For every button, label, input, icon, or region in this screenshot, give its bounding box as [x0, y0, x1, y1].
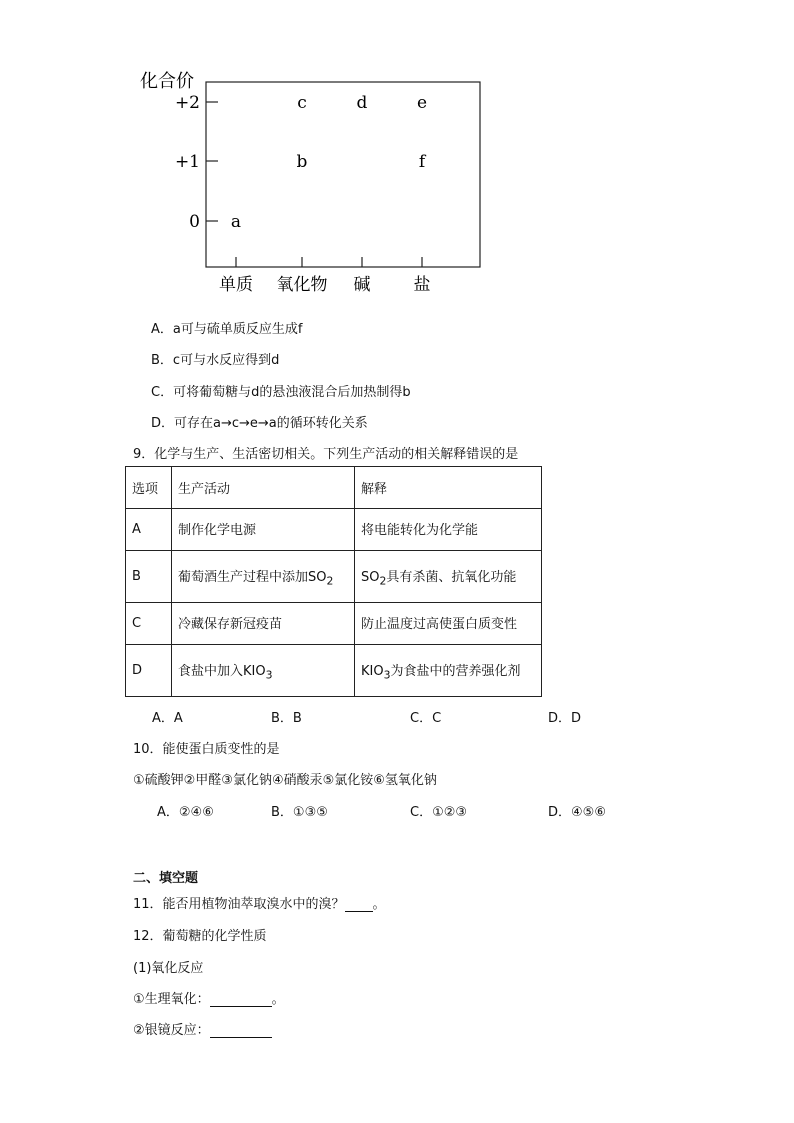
row-explain: $KIO_3$为食盐中的营养强化剂	[355, 645, 542, 697]
x-tick-label: 氧化物	[276, 275, 328, 295]
q8-option-a: A．a可与硫单质反应生成f	[151, 322, 303, 337]
row-activity: 冷藏保存新冠疫苗	[172, 603, 355, 645]
row-activity: 葡萄酒生产过程中添加$SO_2$	[172, 551, 355, 603]
header-explain: 解释	[355, 467, 542, 509]
header-option: 选项	[126, 467, 172, 509]
point-label-d: d	[356, 93, 368, 113]
chart-points	[231, 93, 427, 232]
y-tick-label: +1	[174, 152, 200, 172]
q10-answer-a: A．②④⑥	[157, 805, 214, 820]
q10-items: ①硫酸钾②甲醛③氯化钠④硝酸汞⑤氯化铵⑥氢氧化钠	[133, 773, 437, 788]
q10-answer-b: B．①③⑤	[271, 805, 328, 820]
q12-sub1: (1)氧化反应	[133, 961, 204, 976]
row-option: C	[126, 603, 172, 645]
row-explain: 防止温度过高使蛋白质变性	[355, 603, 542, 645]
chart-ticks	[175, 93, 431, 295]
q9-table	[125, 466, 542, 697]
row-explain: $SO_2$具有杀菌、抗氧化功能	[355, 551, 542, 603]
q12-sub1a: ①生理氧化： 。	[133, 992, 285, 1007]
q10-answer-c: C．①②③	[410, 805, 468, 820]
point-label-a: a	[230, 212, 242, 232]
table-row	[126, 603, 542, 645]
q12-sub1b: ②银镜反应：	[133, 1019, 272, 1038]
row-option: B	[126, 551, 172, 603]
q8-option-d: D．可存在a→c→e→a的循环转化关系	[151, 416, 368, 431]
q9-answer-c: C．C	[410, 711, 442, 726]
row-activity: 制作化学电源	[172, 509, 355, 551]
table-row	[126, 645, 542, 697]
x-tick-label: 盐	[413, 275, 431, 295]
y-tick-label: +2	[174, 93, 200, 113]
row-activity: 食盐中加入$KIO_3$	[172, 645, 355, 697]
table-row	[126, 509, 542, 551]
valence-chart	[120, 60, 500, 300]
q9-answer-b: B．B	[271, 711, 302, 726]
answer-blank[interactable]	[345, 896, 373, 912]
q11: 11．能否用植物油萃取溴水中的溴？ 。	[133, 897, 386, 912]
y-tick-label: 0	[189, 212, 200, 232]
point-label-e: e	[416, 93, 428, 113]
table-row	[126, 551, 542, 603]
x-tick-label: 碱	[353, 275, 371, 295]
header-activity: 生产活动	[172, 467, 355, 509]
table-header-row	[126, 467, 542, 509]
q9-answer-d: D．D	[548, 711, 582, 726]
point-label-b: b	[296, 152, 308, 172]
row-option: D	[126, 645, 172, 697]
q9-answer-a: A．A	[152, 711, 183, 726]
point-label-c: c	[297, 93, 307, 113]
q12-stem: 12．葡萄糖的化学性质	[133, 929, 267, 944]
x-tick-label: 单质	[219, 275, 253, 295]
y-axis-title: 化合价	[140, 71, 194, 92]
answer-blank[interactable]	[210, 1022, 272, 1038]
row-explain: 将电能转化为化学能	[355, 509, 542, 551]
q10-stem: 10．能使蛋白质变性的是	[133, 742, 280, 757]
answer-blank[interactable]	[210, 991, 272, 1007]
point-label-f: f	[418, 152, 426, 172]
q9-stem: 9．化学与生产、生活密切相关。下列生产活动的相关解释错误的是	[133, 447, 519, 462]
row-option: A	[126, 509, 172, 551]
q10-answer-d: D．④⑤⑥	[548, 805, 606, 820]
section-title: 二、填空题	[133, 871, 199, 886]
chart-frame	[206, 82, 480, 267]
q8-option-c: C．可将葡萄糖与d的悬浊液混合后加热制得b	[151, 385, 411, 400]
q8-option-b: B．c可与水反应得到d	[151, 353, 280, 368]
